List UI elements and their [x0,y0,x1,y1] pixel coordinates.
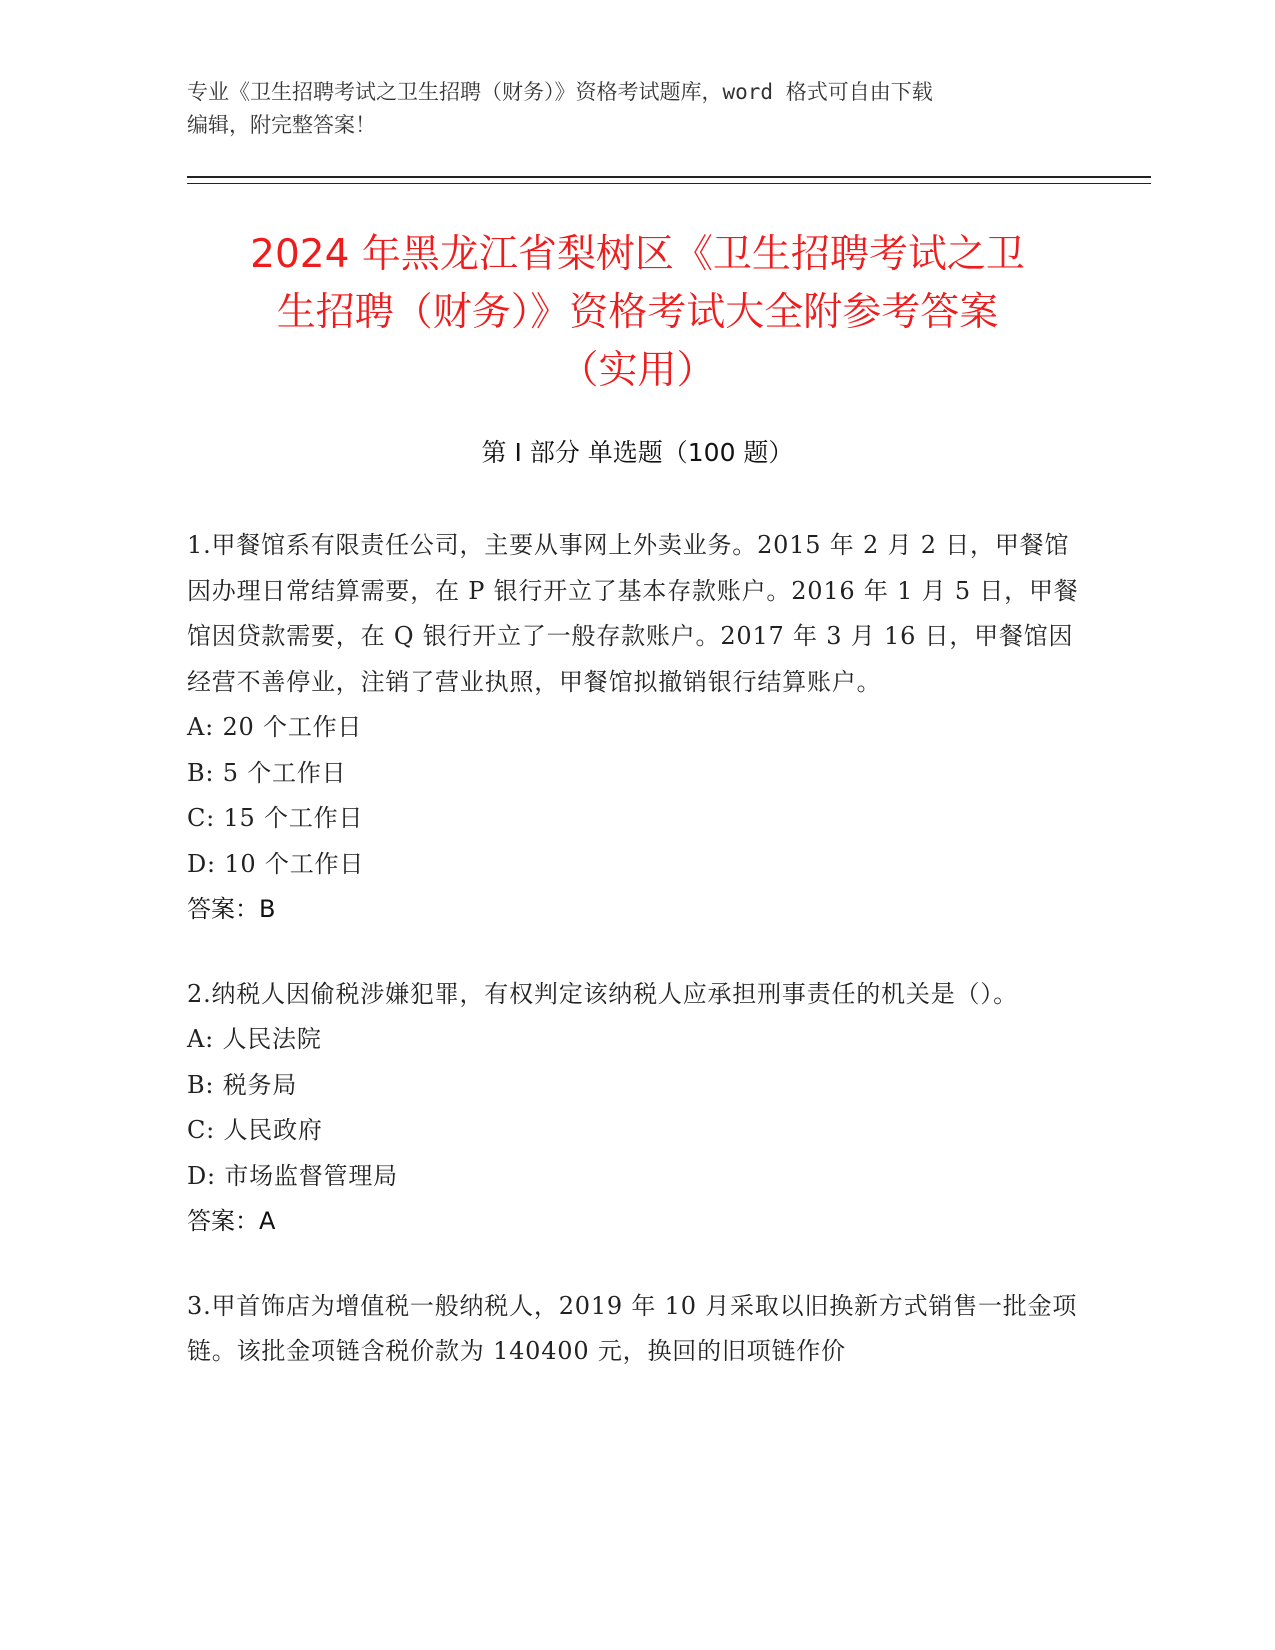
question-1 [187,523,1087,933]
header-note [187,76,1087,142]
option-d: D: 市场监督管理局 [187,1161,398,1190]
question-2 [187,972,1087,1245]
option-a: A: 20 个工作日 [187,713,363,741]
header-divider-thin [187,183,1151,184]
question-list [187,523,1087,1414]
option-b: B: 5 个工作日 [187,758,347,787]
header-note-line1: 专业《卫生招聘考试之卫生招聘（财务）》资格考试题库，word 格式可自由下载 [187,80,933,104]
answer: 答案：A [187,1207,276,1235]
answer: 答案：B [187,895,276,923]
title-line1: 2024 年黑龙江省梨树区《卫生招聘考试之卫 [250,232,1025,277]
section-heading: 第 I 部分 单选题（100 题） [481,438,794,467]
question-stem: 1.甲餐馆系有限责任公司，主要从事网上外卖业务。2015 年 2 月 2 日，甲餐馆因办理日常结算需要，在 P 银行开立了基本存款账户。2016 年 1 月 5 日，甲餐馆因贷款需要，在 Q 银行开立了一般存款账户。2017 年 3 月 16 日，甲餐馆因经营不善停业，注销了营业执照，甲餐馆拟撤销银行结算账户。 [187,531,1079,696]
option-b: B: 税务局 [187,1070,298,1099]
option-a: A: 人民法院 [187,1025,322,1053]
option-d: D: 10 个工作日 [187,849,365,878]
title-line3: （实用） [559,348,716,393]
header-divider-thick [187,176,1151,178]
option-c: C: 人民政府 [187,1116,323,1144]
title-line2: 生招聘（财务）》资格考试大全附参考答案 [276,290,999,335]
document-title [150,226,1125,400]
question-stem: 3.甲首饰店为增值税一般纳税人，2019 年 10 月采取以旧换新方式销售一批金项链。该批金项链含税价款为 140400 元，换回的旧项链作价 [187,1291,1078,1365]
header-note-line2: 编辑，附完整答案！ [187,113,376,137]
option-c: C: 15 个工作日 [187,804,364,832]
question-stem: 2.纳税人因偷税涉嫌犯罪，有权判定该纳税人应承担刑事责任的机关是（）。 [187,979,1018,1008]
question-3 [187,1284,1087,1375]
